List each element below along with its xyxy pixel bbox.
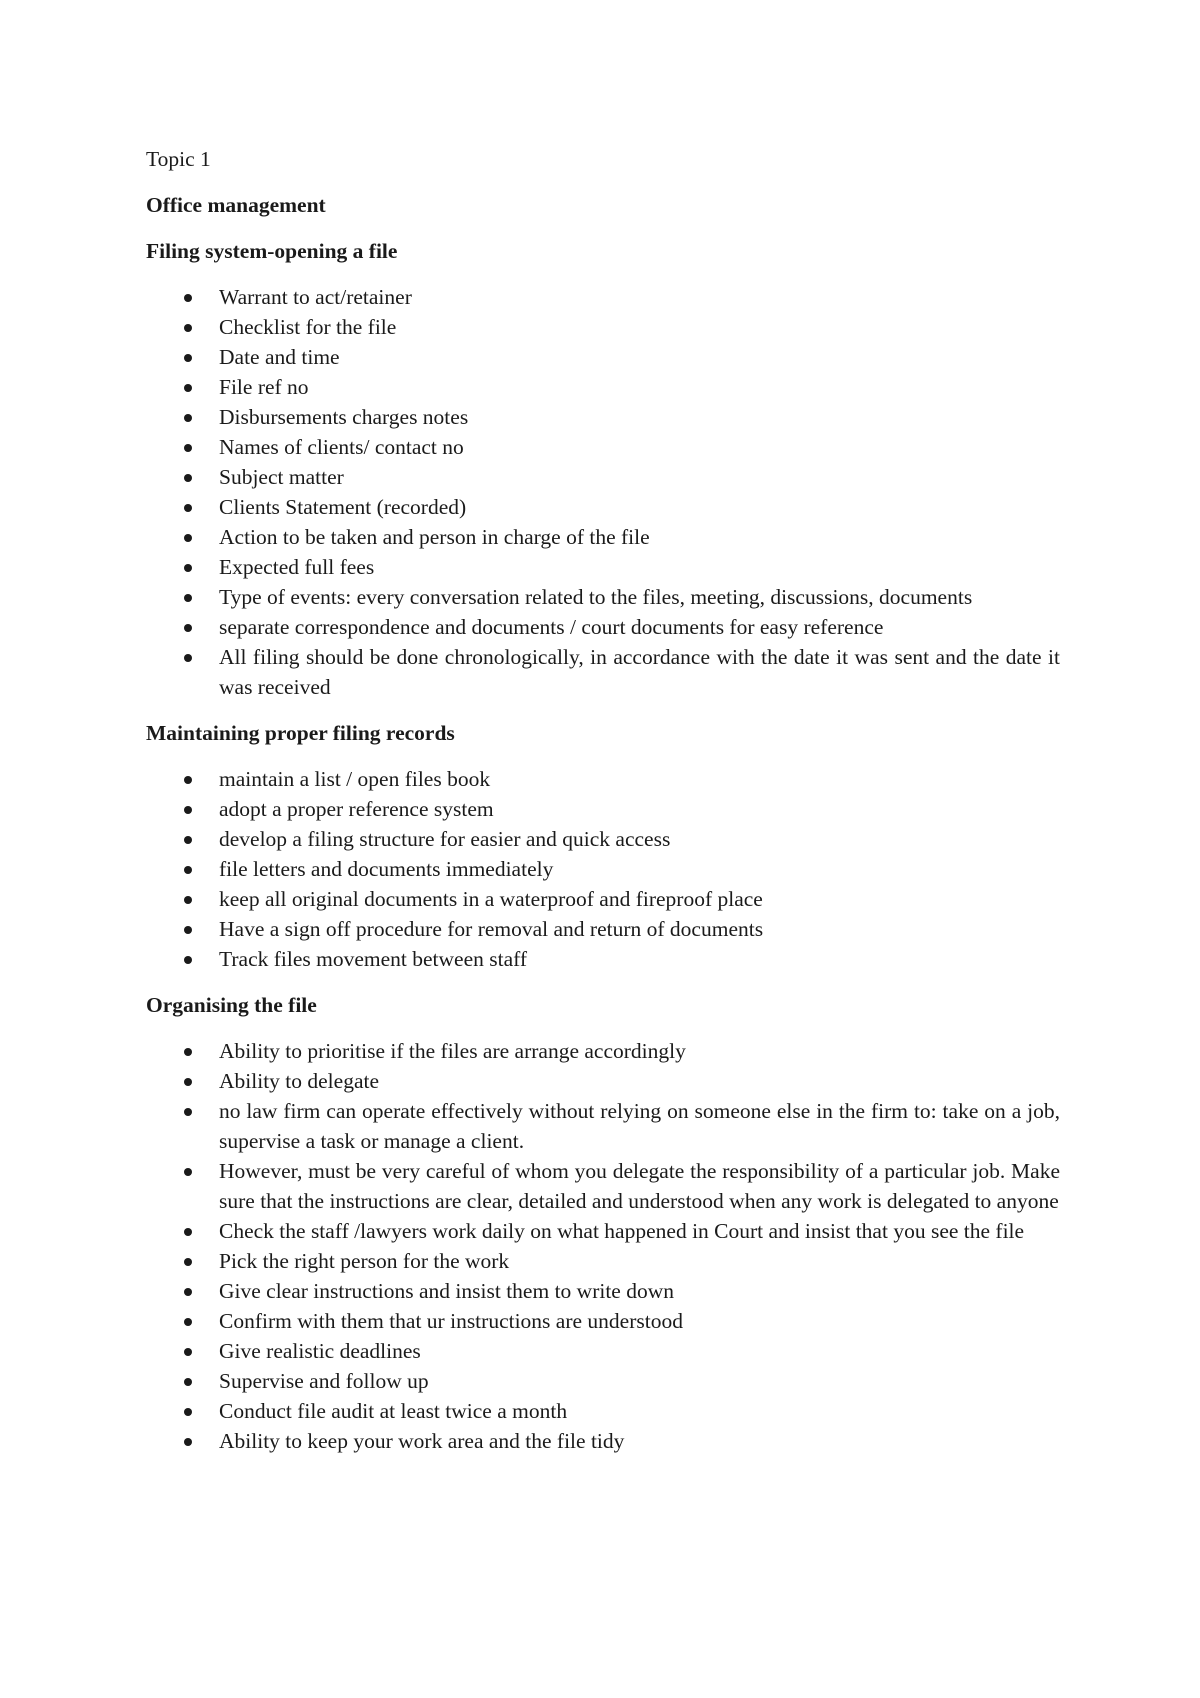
bullet-icon <box>184 1228 192 1236</box>
list-item-text: develop a filing structure for easier and quick access <box>219 827 671 851</box>
list-item-text: All filing should be done chronologically, in accordance with the date it was sent and the date it was received <box>219 645 1060 699</box>
list-item <box>146 522 1060 552</box>
list-item <box>146 914 1060 944</box>
bullet-icon <box>184 1288 192 1296</box>
list-item-text: Check the staff /lawyers work daily on what happened in Court and insist that you see the file <box>219 1219 1025 1243</box>
list-item <box>146 824 1060 854</box>
list-item <box>146 612 1060 642</box>
list-item <box>146 1336 1060 1366</box>
section-heading-organising: Organising the file <box>146 993 317 1017</box>
list-item <box>146 764 1060 794</box>
list-item <box>146 1096 1060 1156</box>
list-item-text: maintain a list / open files book <box>219 767 491 791</box>
list-item <box>146 1036 1060 1066</box>
list-item-text: Subject matter <box>219 465 344 489</box>
list-item-text: no law firm can operate effectively without relying on someone else in the firm to: take on a job, supervise a task or manage a client. <box>219 1099 1060 1153</box>
topic-label: Topic 1 <box>146 147 211 171</box>
list-item-text: Track files movement between staff <box>219 947 528 971</box>
list-item-text: Disbursements charges notes <box>219 405 469 429</box>
list-item <box>146 552 1060 582</box>
document-title: Office management <box>146 193 326 217</box>
list-item <box>146 492 1060 522</box>
list-item-text: Action to be taken and person in charge of the file <box>219 525 650 549</box>
list-item-text: Ability to keep your work area and the file tidy <box>219 1429 625 1453</box>
bullet-icon <box>184 1408 192 1416</box>
bullet-icon <box>184 1168 192 1176</box>
bullet-icon <box>184 836 192 844</box>
list-item <box>146 1306 1060 1336</box>
bullet-icon <box>184 806 192 814</box>
bullet-icon <box>184 1348 192 1356</box>
bullet-icon <box>184 324 192 332</box>
bullet-icon <box>184 474 192 482</box>
list-item <box>146 402 1060 432</box>
list-item <box>146 582 1060 612</box>
list-item <box>146 1216 1060 1246</box>
bullet-icon <box>184 354 192 362</box>
list-item-text: Have a sign off procedure for removal and return of documents <box>219 917 764 941</box>
list-item-text: adopt a proper reference system <box>219 797 494 821</box>
list-item-text: Ability to prioritise if the files are arrange accordingly <box>219 1039 686 1063</box>
bullet-icon <box>184 926 192 934</box>
list-item <box>146 1396 1060 1426</box>
records-list <box>146 764 1060 974</box>
list-item-text: Give clear instructions and insist them to write down <box>219 1279 674 1303</box>
list-item-text: Checklist for the file <box>219 315 397 339</box>
bullet-icon <box>184 444 192 452</box>
list-item <box>146 1426 1060 1456</box>
list-item-text: file letters and documents immediately <box>219 857 554 881</box>
list-item-text: Ability to delegate <box>219 1069 380 1093</box>
section-heading-records: Maintaining proper filing records <box>146 721 455 745</box>
list-item <box>146 432 1060 462</box>
list-item <box>146 1276 1060 1306</box>
list-item <box>146 1156 1060 1216</box>
list-item-text: Clients Statement (recorded) <box>219 495 467 519</box>
list-item-text: separate correspondence and documents / court documents for easy reference <box>219 615 884 639</box>
bullet-icon <box>184 414 192 422</box>
list-item <box>146 1366 1060 1396</box>
section-heading-filing: Filing system-opening a file <box>146 239 398 263</box>
list-item-text: Pick the right person for the work <box>219 1249 510 1273</box>
list-item-text: Names of clients/ contact no <box>219 435 464 459</box>
list-item <box>146 372 1060 402</box>
bullet-icon <box>184 1378 192 1386</box>
bullet-icon <box>184 896 192 904</box>
bullet-icon <box>184 1318 192 1326</box>
list-item-text: However, must be very careful of whom you delegate the responsibility of a particular job. Make sure that the instructions are clear, detailed and understood when any work is delegated to anyone <box>219 1159 1060 1213</box>
list-item <box>146 282 1060 312</box>
bullet-icon <box>184 956 192 964</box>
list-item-text: Date and time <box>219 345 340 369</box>
list-item <box>146 944 1060 974</box>
bullet-icon <box>184 294 192 302</box>
list-item-text: keep all original documents in a waterproof and fireproof place <box>219 887 763 911</box>
bullet-icon <box>184 866 192 874</box>
list-item-text: File ref no <box>219 375 309 399</box>
list-item <box>146 1066 1060 1096</box>
list-item <box>146 884 1060 914</box>
list-item-text: Type of events: every conversation related to the files, meeting, discussions, documents <box>219 585 973 609</box>
list-item-text: Give realistic deadlines <box>219 1339 421 1363</box>
bullet-icon <box>184 1078 192 1086</box>
list-item <box>146 794 1060 824</box>
bullet-icon <box>184 1048 192 1056</box>
bullet-icon <box>184 384 192 392</box>
list-item <box>146 462 1060 492</box>
bullet-icon <box>184 504 192 512</box>
list-item-text: Supervise and follow up <box>219 1369 429 1393</box>
list-item-text: Warrant to act/retainer <box>219 285 412 309</box>
document-page <box>146 144 1060 1472</box>
bullet-icon <box>184 654 192 662</box>
bullet-icon <box>184 1438 192 1446</box>
bullet-icon <box>184 534 192 542</box>
filing-list <box>146 282 1060 702</box>
list-item-text: Conduct file audit at least twice a month <box>219 1399 568 1423</box>
list-item <box>146 1246 1060 1276</box>
bullet-icon <box>184 1108 192 1116</box>
organising-list <box>146 1036 1060 1456</box>
list-item-text: Expected full fees <box>219 555 375 579</box>
bullet-icon <box>184 1258 192 1266</box>
list-item-text: Confirm with them that ur instructions are understood <box>219 1309 683 1333</box>
bullet-icon <box>184 564 192 572</box>
list-item <box>146 854 1060 884</box>
list-item <box>146 342 1060 372</box>
bullet-icon <box>184 594 192 602</box>
list-item <box>146 642 1060 702</box>
bullet-icon <box>184 624 192 632</box>
bullet-icon <box>184 776 192 784</box>
list-item <box>146 312 1060 342</box>
